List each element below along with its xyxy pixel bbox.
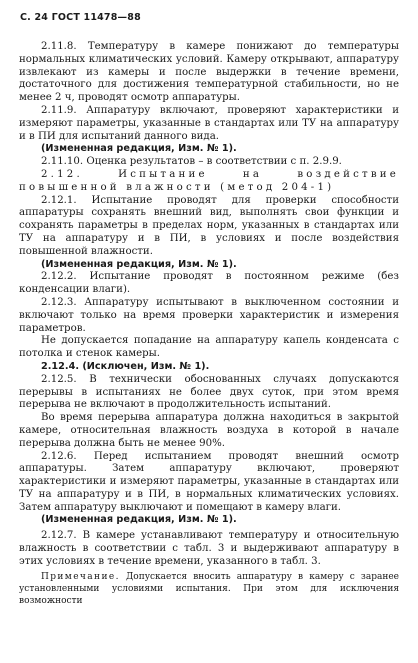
paragraph-2-12-5: 2.12.5. В технически обоснованных случаях допускаются перерывы в испытаниях не более двух суток, при этом время перерыва не включают в продолжительность испытаний. xyxy=(19,373,399,411)
note-label: Примечание. xyxy=(41,571,120,582)
paragraph-2-11-10: 2.11.10. Оценка результатов – в соответствии с п. 2.9.9. xyxy=(41,156,342,168)
paragraph-2-11-9: 2.11.9. Аппаратуру включают, проверяют характеристики и измеряют параметры, указанные в стандартах или ТУ на аппаратуру и в ПИ для испытаний данного вида. xyxy=(19,104,399,142)
amendment-note: (Измененная редакция, Изм. № 1). xyxy=(41,514,237,526)
note-paragraph xyxy=(19,571,399,607)
document-body xyxy=(19,41,399,607)
amendment-note: (Измененная редакция, Изм. № 1). xyxy=(41,143,237,155)
paragraph-2-12-7: 2.12.7. В камере устанавливают температуру и относительную влажность в соответствии с табл. 3 и выдерживают аппаратуру в этих условиях в течение времени, указанного в табл. 3. xyxy=(19,530,399,567)
paragraph-break-humidity: Во время перерыва аппаратура должна находиться в закрытой камере, относительная влажность воздуха в которой в начале перерыва должна быть не менее 90%. xyxy=(19,412,399,449)
paragraph-2-12-1: 2.12.1. Испытание проводят для проверки способности аппаратуры сохранять внешний вид, выполнять свои функции и сохранять параметры в пределах норм, указанных в стандартах или ТУ на аппаратуру и в ПИ, в условиях и после воздействия повышенной влажности. xyxy=(19,194,399,257)
paragraph-2-12-2: 2.12.2. Испытание проводят в постоянном режиме (без конденсации влаги). xyxy=(19,271,399,296)
section-heading-2-12: 2.12. Испытание на воздействие повышенной влажности (метод 204-1) xyxy=(19,168,399,193)
page-header: С. 24 ГОСТ 11478—88 xyxy=(20,12,141,23)
paragraph-2-11-8: 2.11.8. Температуру в камере понижают до температуры нормальных климатических условий. Камеру открывают, аппаратуру извлекают из камеры и после выдержки в течение времени, достаточного для достижения температурной стабильности, но не менее 2 ч, проводят осмотр аппаратуры. xyxy=(19,41,399,104)
paragraph-condensate: Не допускается попадание на аппаратуру капель конденсата с потолка и стенок камеры. xyxy=(19,335,399,360)
amendment-note: (Измененная редакция, Изм. № 1). xyxy=(41,258,237,270)
paragraph-2-12-6: 2.12.6. Перед испытанием проводят внешний осмотр аппаратуры. Затем аппаратуру включают, проверяют характеристики и измеряют параметры, указанные в стандартах или ТУ на аппаратуру и в ПИ, в нормальных климатических условиях. Затем аппаратуру выключают и помещают в камеру влаги. xyxy=(19,450,399,513)
paragraph-2-12-4: 2.12.4. (Исключен, Изм. № 1). xyxy=(41,360,210,372)
paragraph-2-12-3: 2.12.3. Аппаратуру испытывают в выключенном состоянии и включают только на время проверки характеристик и измерения параметров. xyxy=(19,296,399,334)
note-text: Допускается вносить аппаратуру в камеру с заранее установленными условиями испытания. При этом для исключения возможности xyxy=(19,571,399,606)
